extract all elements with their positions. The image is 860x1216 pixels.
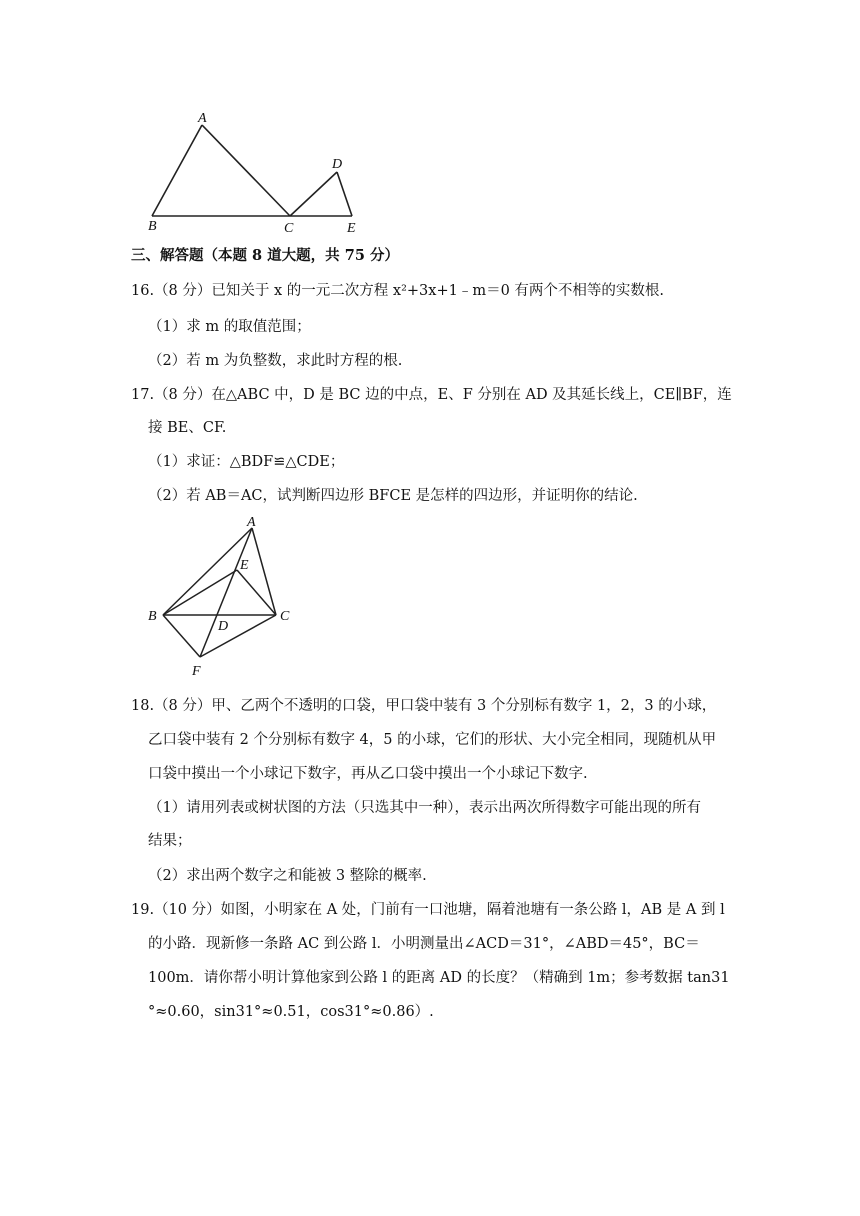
label-b: B <box>148 219 157 234</box>
triangles-diagram <box>140 108 370 238</box>
label-d: D <box>332 157 343 172</box>
q18-part1-line1: （1）请用列表或树状图的方法（只选其中一种），表示出两次所得数字可能出现的所有 <box>148 800 701 816</box>
q17-stem-line2: 接 BE、CF. <box>148 420 227 436</box>
label-f: F <box>192 664 201 679</box>
q18-stem-line2: 乙口袋中装有 2 个分别标有数字 4，5 的小球，它们的形状、大小完全相同，现随机从甲 <box>148 732 717 748</box>
q18-part2: （2）求出两个数字之和能被 3 整除的概率. <box>148 868 427 884</box>
q17-stem-line1: 17.（8 分）在△ABC 中，D 是 BC 边的中点，E、F 分别在 AD 及其延长线上，CE∥BF，连 <box>131 387 732 403</box>
q17-part1: （1）求证：△BDF≌△CDE； <box>148 454 345 470</box>
figure-triangles-abc-cde <box>140 108 370 238</box>
label-a: A <box>247 515 256 530</box>
q18-stem-line3: 口袋中摸出一个小球记下数字，再从乙口袋中摸出一个小球记下数字. <box>148 766 588 782</box>
label-c: C <box>280 609 290 624</box>
quadrilateral-diagram <box>140 512 310 682</box>
q19-line1: 19.（10 分）如图，小明家在 A 处，门前有一口池塘，隔着池塘有一条公路 l，AB 是 A 到 l <box>131 902 725 918</box>
q16-part2: （2）若 m 为负整数，求此时方程的根. <box>148 353 403 369</box>
q18-stem-line1: 18.（8 分）甲、乙两个不透明的口袋，甲口袋中装有 3 个分别标有数字 1，2，3 的小球， <box>131 698 717 714</box>
label-c: C <box>284 221 294 236</box>
label-b: B <box>148 609 157 624</box>
q17-part2: （2）若 AB＝AC，试判断四边形 BFCE 是怎样的四边形，并证明你的结论. <box>148 488 638 504</box>
q16-part1: （1）求 m 的取值范围； <box>148 319 311 335</box>
q16-stem: 16.（8 分）已知关于 x 的一元二次方程 x²+3x+1﹣m＝0 有两个不相等的实数根. <box>131 283 665 299</box>
section-heading: 三、解答题（本题 8 道大题，共 75 分） <box>131 247 399 264</box>
figure-quadrilateral-bfce <box>140 512 310 682</box>
q19-line2: 的小路．现新修一条路 AC 到公路 l．小明测量出∠ACD＝31°，∠ABD＝45°，BC＝ <box>148 936 700 952</box>
q19-line3: 100m．请你帮小明计算他家到公路 l 的距离 AD 的长度？（精确到 1m；参考数据 tan31 <box>148 970 730 986</box>
label-e: E <box>347 221 356 236</box>
q19-line4: °≈0.60，sin31°≈0.51，cos31°≈0.86）. <box>148 1004 434 1020</box>
q18-part1-line2: 结果； <box>148 833 192 849</box>
label-e: E <box>240 558 249 573</box>
label-a: A <box>198 111 207 126</box>
label-d: D <box>218 619 229 634</box>
